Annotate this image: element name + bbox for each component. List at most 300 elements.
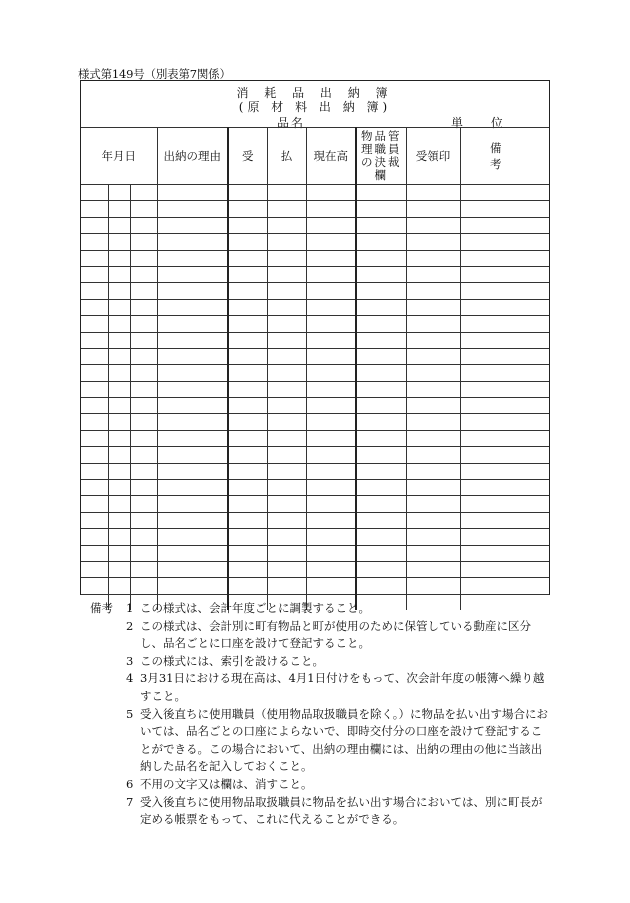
ledger-cell[interactable] — [306, 430, 356, 446]
ledger-cell[interactable] — [460, 217, 549, 233]
header-row — [81, 128, 549, 185]
ledger-cell[interactable] — [130, 201, 157, 217]
note-number: 2 — [126, 618, 134, 633]
ledger-cell[interactable] — [228, 414, 267, 430]
ledger-cell[interactable] — [356, 430, 406, 446]
ledger-cell[interactable] — [108, 414, 130, 430]
ledger-cell[interactable] — [81, 496, 108, 512]
ledger-cell[interactable] — [81, 250, 108, 266]
ledger-cell[interactable] — [306, 578, 356, 594]
ledger-cell[interactable] — [157, 463, 228, 479]
ledger-cell[interactable] — [267, 266, 306, 282]
ledger-cell[interactable] — [228, 430, 267, 446]
ledger-cell[interactable] — [81, 381, 108, 397]
note-number: 4 — [126, 671, 134, 686]
ledger-cell[interactable] — [157, 480, 228, 496]
ledger-cell[interactable] — [157, 299, 228, 315]
ledger-cell[interactable] — [81, 234, 108, 250]
ledger-cell[interactable] — [406, 480, 460, 496]
ledger-cell[interactable] — [267, 299, 306, 315]
ledger-cell[interactable] — [130, 496, 157, 512]
ledger-cell[interactable] — [267, 414, 306, 430]
ledger-cell[interactable] — [108, 545, 130, 561]
ledger-cell[interactable] — [406, 430, 460, 446]
ledger-cell[interactable] — [157, 529, 228, 545]
ledger-cell[interactable] — [460, 398, 549, 414]
ledger-row — [81, 496, 549, 512]
ledger-cell[interactable] — [228, 512, 267, 528]
ledger-cell[interactable] — [108, 398, 130, 414]
ledger-cell[interactable] — [81, 217, 108, 233]
ledger-cell[interactable] — [130, 250, 157, 266]
note-text: 受入後直ちに使用職員（使用物品取扱職員を除く。）に物品を払い出す場合においては、品名ごとの口座によらないで、即時交付分の口座を設けて登記することができる。この場合において、出納の理由欄には、出納の理由の他に当該出納した品名を記入しておくこと。 — [140, 706, 549, 774]
ledger-cell[interactable] — [130, 299, 157, 315]
ledger-cell[interactable] — [108, 480, 130, 496]
ledger-cell[interactable] — [356, 496, 406, 512]
header-receipt-seal: 受領印 — [406, 128, 460, 185]
ledger-cell[interactable] — [267, 185, 306, 201]
ledger-cell[interactable] — [460, 512, 549, 528]
ledger-cell[interactable] — [108, 381, 130, 397]
ledger-cell[interactable] — [228, 578, 267, 594]
ledger-cell[interactable] — [306, 250, 356, 266]
ledger-cell[interactable] — [356, 381, 406, 397]
ledger-cell[interactable] — [228, 348, 267, 364]
ledger-cell[interactable] — [356, 414, 406, 430]
ledger-cell[interactable] — [460, 201, 549, 217]
ledger-cell[interactable] — [406, 463, 460, 479]
ledger-row — [81, 561, 549, 577]
ledger-cell[interactable] — [157, 234, 228, 250]
ledger-cell[interactable] — [267, 365, 306, 381]
note-text: 不用の文字又は欄は、消すこと。 — [140, 776, 313, 791]
ledger-cell[interactable] — [130, 348, 157, 364]
ledger-cell[interactable] — [306, 545, 356, 561]
ledger-cell[interactable] — [157, 266, 228, 282]
ledger-cell[interactable] — [108, 496, 130, 512]
ledger-cell[interactable] — [460, 430, 549, 446]
note-number: 6 — [126, 776, 134, 791]
ledger-cell[interactable] — [406, 561, 460, 577]
ledger-cell[interactable] — [306, 381, 356, 397]
ledger-cell[interactable] — [81, 430, 108, 446]
ledger-cell[interactable] — [460, 332, 549, 348]
ledger-cell[interactable] — [356, 512, 406, 528]
ledger-cell[interactable] — [81, 545, 108, 561]
ledger-cell[interactable] — [108, 512, 130, 528]
ledger-cell[interactable] — [228, 529, 267, 545]
ledger-cell[interactable] — [306, 447, 356, 463]
ledger-cell[interactable] — [130, 217, 157, 233]
ledger-cell[interactable] — [306, 463, 356, 479]
ledger-cell[interactable] — [356, 529, 406, 545]
ledger-cell[interactable] — [130, 561, 157, 577]
ledger-cell[interactable] — [108, 266, 130, 282]
ledger-cell[interactable] — [356, 316, 406, 332]
ledger-cell[interactable] — [306, 365, 356, 381]
ledger-cell[interactable] — [228, 561, 267, 577]
ledger-cell[interactable] — [81, 201, 108, 217]
ledger-cell[interactable] — [267, 234, 306, 250]
ledger-cell[interactable] — [306, 185, 356, 201]
ledger-cell[interactable] — [81, 512, 108, 528]
ledger-cell[interactable] — [356, 365, 406, 381]
ledger-cell[interactable] — [108, 447, 130, 463]
ledger-cell[interactable] — [228, 234, 267, 250]
ledger-cell[interactable] — [267, 578, 306, 594]
ledger-cell[interactable] — [81, 480, 108, 496]
ledger-cell[interactable] — [406, 529, 460, 545]
ledger-cell[interactable] — [406, 266, 460, 282]
ledger-body — [81, 185, 549, 611]
ledger-cell[interactable] — [157, 414, 228, 430]
ledger-cell[interactable] — [267, 348, 306, 364]
notes-heading: 備考 — [90, 601, 113, 615]
ledger-cell[interactable] — [356, 283, 406, 299]
ledger-cell[interactable] — [406, 283, 460, 299]
note-item — [90, 794, 550, 829]
ledger-cell[interactable] — [228, 381, 267, 397]
ledger-cell[interactable] — [228, 266, 267, 282]
ledger-cell[interactable] — [157, 250, 228, 266]
ledger-cell[interactable] — [228, 250, 267, 266]
note-text: この様式には、索引を設けること。 — [140, 653, 324, 668]
ledger-cell[interactable] — [306, 299, 356, 315]
ledger-cell[interactable] — [356, 332, 406, 348]
ledger-cell[interactable] — [228, 480, 267, 496]
ledger-cell[interactable] — [356, 185, 406, 201]
ledger-cell[interactable] — [306, 266, 356, 282]
ledger-row — [81, 381, 549, 397]
ledger-row — [81, 234, 549, 250]
ledger-form — [80, 80, 579, 595]
ledger-cell[interactable] — [81, 529, 108, 545]
ledger-cell[interactable] — [406, 217, 460, 233]
ledger-cell[interactable] — [306, 480, 356, 496]
ledger-row — [81, 430, 549, 446]
ledger-cell[interactable] — [228, 545, 267, 561]
ledger-cell[interactable] — [406, 512, 460, 528]
ledger-cell[interactable] — [460, 381, 549, 397]
ledger-cell[interactable] — [267, 463, 306, 479]
ledger-cell[interactable] — [306, 512, 356, 528]
ledger-cell[interactable] — [460, 561, 549, 577]
note-item — [90, 600, 550, 618]
ledger-cell[interactable] — [406, 496, 460, 512]
unit-label: 単 位 — [451, 116, 515, 130]
ledger-cell[interactable] — [228, 496, 267, 512]
header-date: 年月日 — [81, 128, 157, 185]
ledger-cell[interactable] — [108, 332, 130, 348]
ledger-cell[interactable] — [460, 299, 549, 315]
note-number: 1 — [126, 601, 134, 615]
ledger-cell[interactable] — [306, 201, 356, 217]
ledger-cell[interactable] — [157, 332, 228, 348]
ledger-cell[interactable] — [130, 512, 157, 528]
ledger-cell[interactable] — [406, 414, 460, 430]
ledger-cell[interactable] — [130, 266, 157, 282]
ledger-cell[interactable] — [356, 545, 406, 561]
ledger-cell[interactable] — [406, 381, 460, 397]
ledger-cell[interactable] — [228, 299, 267, 315]
ledger-cell[interactable] — [108, 365, 130, 381]
note-item — [90, 653, 550, 671]
ledger-cell[interactable] — [81, 463, 108, 479]
ledger-cell[interactable] — [130, 480, 157, 496]
ledger-cell[interactable] — [130, 578, 157, 594]
ledger-cell[interactable] — [356, 398, 406, 414]
ledger-cell[interactable] — [81, 332, 108, 348]
ledger-cell[interactable] — [157, 365, 228, 381]
ledger-cell[interactable] — [306, 561, 356, 577]
ledger-cell[interactable] — [157, 512, 228, 528]
ledger-cell[interactable] — [228, 201, 267, 217]
ledger-cell[interactable] — [306, 283, 356, 299]
ledger-row — [81, 545, 549, 561]
ledger-cell[interactable] — [356, 217, 406, 233]
header-received: 受 — [228, 128, 267, 185]
ledger-cell[interactable] — [356, 463, 406, 479]
ledger-cell[interactable] — [267, 250, 306, 266]
ledger-cell[interactable] — [228, 217, 267, 233]
ledger-cell[interactable] — [460, 414, 549, 430]
note-item — [90, 618, 550, 653]
ledger-cell[interactable] — [267, 332, 306, 348]
header-approval: 物品管理職員の決裁欄 — [356, 128, 406, 185]
ledger-cell[interactable] — [356, 348, 406, 364]
ledger-cell[interactable] — [130, 447, 157, 463]
ledger-cell[interactable] — [267, 316, 306, 332]
form-code: 様式第149号（別表第7関係） — [78, 67, 231, 81]
ledger-cell[interactable] — [406, 234, 460, 250]
ledger-row — [81, 365, 549, 381]
ledger-cell[interactable] — [267, 447, 306, 463]
ledger-cell[interactable] — [267, 398, 306, 414]
ledger-cell[interactable] — [157, 561, 228, 577]
ledger-cell[interactable] — [406, 578, 460, 594]
ledger-cell[interactable] — [267, 512, 306, 528]
ledger-cell[interactable] — [228, 332, 267, 348]
ledger-cell[interactable] — [81, 414, 108, 430]
ledger-cell[interactable] — [267, 529, 306, 545]
ledger-cell[interactable] — [108, 348, 130, 364]
ledger-row — [81, 414, 549, 430]
ledger-cell[interactable] — [157, 430, 228, 446]
note-item — [90, 776, 550, 794]
ledger-cell[interactable] — [406, 545, 460, 561]
ledger-cell[interactable] — [356, 234, 406, 250]
note-number: 3 — [126, 653, 134, 668]
ledger-cell[interactable] — [460, 578, 549, 594]
ledger-row — [81, 578, 549, 594]
ledger-row — [81, 332, 549, 348]
notes-list — [90, 600, 550, 829]
item-name-label: 品名 — [277, 116, 306, 130]
ledger-cell[interactable] — [130, 316, 157, 332]
ledger-cell[interactable] — [306, 529, 356, 545]
form-title: 消 耗 品 出 納 簿 — [236, 86, 394, 100]
ledger-cell[interactable] — [406, 316, 460, 332]
ledger-cell[interactable] — [228, 398, 267, 414]
ledger-cell[interactable] — [130, 545, 157, 561]
ledger-cell[interactable] — [460, 234, 549, 250]
ledger-cell[interactable] — [267, 381, 306, 397]
ledger-cell[interactable] — [306, 414, 356, 430]
note-item — [90, 670, 550, 705]
ledger-cell[interactable] — [267, 430, 306, 446]
ledger-cell[interactable] — [157, 316, 228, 332]
ledger-cell[interactable] — [460, 185, 549, 201]
ledger-cell[interactable] — [406, 299, 460, 315]
ledger-cell[interactable] — [356, 480, 406, 496]
ledger-cell[interactable] — [406, 250, 460, 266]
header-remarks: 備 考 — [460, 128, 549, 185]
ledger-row — [81, 283, 549, 299]
ledger-cell[interactable] — [157, 348, 228, 364]
form-subtitle: (原 材 料 出 納 簿) — [238, 100, 392, 114]
ledger-cell[interactable] — [267, 496, 306, 512]
ledger-row — [81, 463, 549, 479]
ledger-cell[interactable] — [108, 299, 130, 315]
ledger-cell[interactable] — [460, 266, 549, 282]
ledger-cell[interactable] — [157, 545, 228, 561]
ledger-cell[interactable] — [460, 463, 549, 479]
ledger-cell[interactable] — [157, 447, 228, 463]
ledger-cell[interactable] — [81, 299, 108, 315]
ledger-cell[interactable] — [267, 480, 306, 496]
ledger-cell[interactable] — [460, 283, 549, 299]
ledger-cell[interactable] — [157, 201, 228, 217]
ledger-cell[interactable] — [108, 561, 130, 577]
ledger-cell[interactable] — [157, 381, 228, 397]
ledger-cell[interactable] — [267, 283, 306, 299]
ledger-cell[interactable] — [130, 529, 157, 545]
ledger-cell[interactable] — [130, 332, 157, 348]
ledger-cell[interactable] — [306, 398, 356, 414]
ledger-cell[interactable] — [130, 283, 157, 299]
ledger-cell[interactable] — [108, 283, 130, 299]
ledger-cell[interactable] — [108, 430, 130, 446]
ledger-cell[interactable] — [267, 217, 306, 233]
ledger-cell[interactable] — [267, 201, 306, 217]
ledger-cell[interactable] — [108, 463, 130, 479]
ledger-cell[interactable] — [306, 496, 356, 512]
ledger-row — [81, 185, 549, 201]
ledger-cell[interactable] — [108, 201, 130, 217]
ledger-cell[interactable] — [81, 348, 108, 364]
ledger-cell[interactable] — [406, 365, 460, 381]
ledger-cell[interactable] — [228, 365, 267, 381]
ledger-cell[interactable] — [130, 381, 157, 397]
ledger-cell[interactable] — [306, 234, 356, 250]
ledger-cell[interactable] — [356, 578, 406, 594]
ledger-cell[interactable] — [460, 250, 549, 266]
ledger-cell[interactable] — [81, 398, 108, 414]
ledger-cell[interactable] — [228, 283, 267, 299]
ledger-cell[interactable] — [108, 316, 130, 332]
note-text: この様式は、会計別に町有物品と町が使用のために保管している動産に区分し、品名ごとに口座を設けて登記すること。 — [140, 618, 531, 651]
ledger-cell[interactable] — [460, 545, 549, 561]
ledger-cell[interactable] — [460, 365, 549, 381]
ledger-cell[interactable] — [267, 545, 306, 561]
ledger-cell[interactable] — [130, 365, 157, 381]
ledger-cell[interactable] — [356, 250, 406, 266]
ledger-cell[interactable] — [460, 529, 549, 545]
ledger-cell[interactable] — [228, 316, 267, 332]
ledger-cell[interactable] — [406, 398, 460, 414]
ledger-cell[interactable] — [108, 217, 130, 233]
ledger-cell[interactable] — [460, 316, 549, 332]
ledger-cell[interactable] — [406, 185, 460, 201]
ledger-row — [81, 512, 549, 528]
ledger-cell[interactable] — [130, 463, 157, 479]
ledger-row — [81, 201, 549, 217]
ledger-cell[interactable] — [306, 217, 356, 233]
ledger-cell[interactable] — [228, 447, 267, 463]
ledger-cell[interactable] — [130, 185, 157, 201]
ledger-cell[interactable] — [157, 283, 228, 299]
ledger-cell[interactable] — [356, 561, 406, 577]
ledger-cell[interactable] — [130, 430, 157, 446]
note-text: この様式は、会計年度ごとに調製すること。 — [140, 601, 370, 615]
ledger-cell[interactable] — [157, 578, 228, 594]
ledger-cell[interactable] — [81, 283, 108, 299]
ledger-cell[interactable] — [81, 578, 108, 594]
ledger-cell[interactable] — [81, 316, 108, 332]
ledger-cell[interactable] — [81, 365, 108, 381]
ledger-cell[interactable] — [460, 496, 549, 512]
ledger-table — [81, 127, 579, 610]
note-text: 受入後直ちに使用物品取扱職員に物品を払い出す場合においては、別に町長が定める帳票をもって、これに代えることができる。 — [140, 794, 543, 827]
ledger-cell[interactable] — [460, 447, 549, 463]
ledger-cell[interactable] — [108, 578, 130, 594]
ledger-cell[interactable] — [81, 266, 108, 282]
ledger-cell[interactable] — [228, 185, 267, 201]
ledger-cell[interactable] — [356, 447, 406, 463]
ledger-cell[interactable] — [356, 299, 406, 315]
header-reason: 出納の理由 — [157, 128, 228, 185]
ledger-cell[interactable] — [406, 201, 460, 217]
ledger-cell[interactable] — [81, 185, 108, 201]
ledger-cell[interactable] — [157, 185, 228, 201]
ledger-cell[interactable] — [356, 266, 406, 282]
ledger-cell[interactable] — [108, 234, 130, 250]
ledger-cell[interactable] — [81, 447, 108, 463]
ledger-cell[interactable] — [130, 414, 157, 430]
ledger-cell[interactable] — [306, 348, 356, 364]
ledger-cell[interactable] — [81, 561, 108, 577]
ledger-cell[interactable] — [306, 332, 356, 348]
ledger-cell[interactable] — [306, 316, 356, 332]
ledger-cell[interactable] — [267, 561, 306, 577]
ledger-cell[interactable] — [157, 496, 228, 512]
header-balance: 現在高 — [306, 128, 356, 185]
ledger-cell[interactable] — [130, 398, 157, 414]
ledger-cell[interactable] — [157, 217, 228, 233]
ledger-cell[interactable] — [228, 463, 267, 479]
ledger-cell[interactable] — [108, 529, 130, 545]
ledger-cell[interactable] — [130, 234, 157, 250]
ledger-cell[interactable] — [406, 447, 460, 463]
ledger-cell[interactable] — [460, 348, 549, 364]
ledger-cell[interactable] — [406, 348, 460, 364]
ledger-cell[interactable] — [157, 398, 228, 414]
ledger-cell[interactable] — [406, 332, 460, 348]
ledger-cell[interactable] — [108, 250, 130, 266]
ledger-cell[interactable] — [108, 185, 130, 201]
ledger-cell[interactable] — [356, 201, 406, 217]
ledger-cell[interactable] — [460, 480, 549, 496]
